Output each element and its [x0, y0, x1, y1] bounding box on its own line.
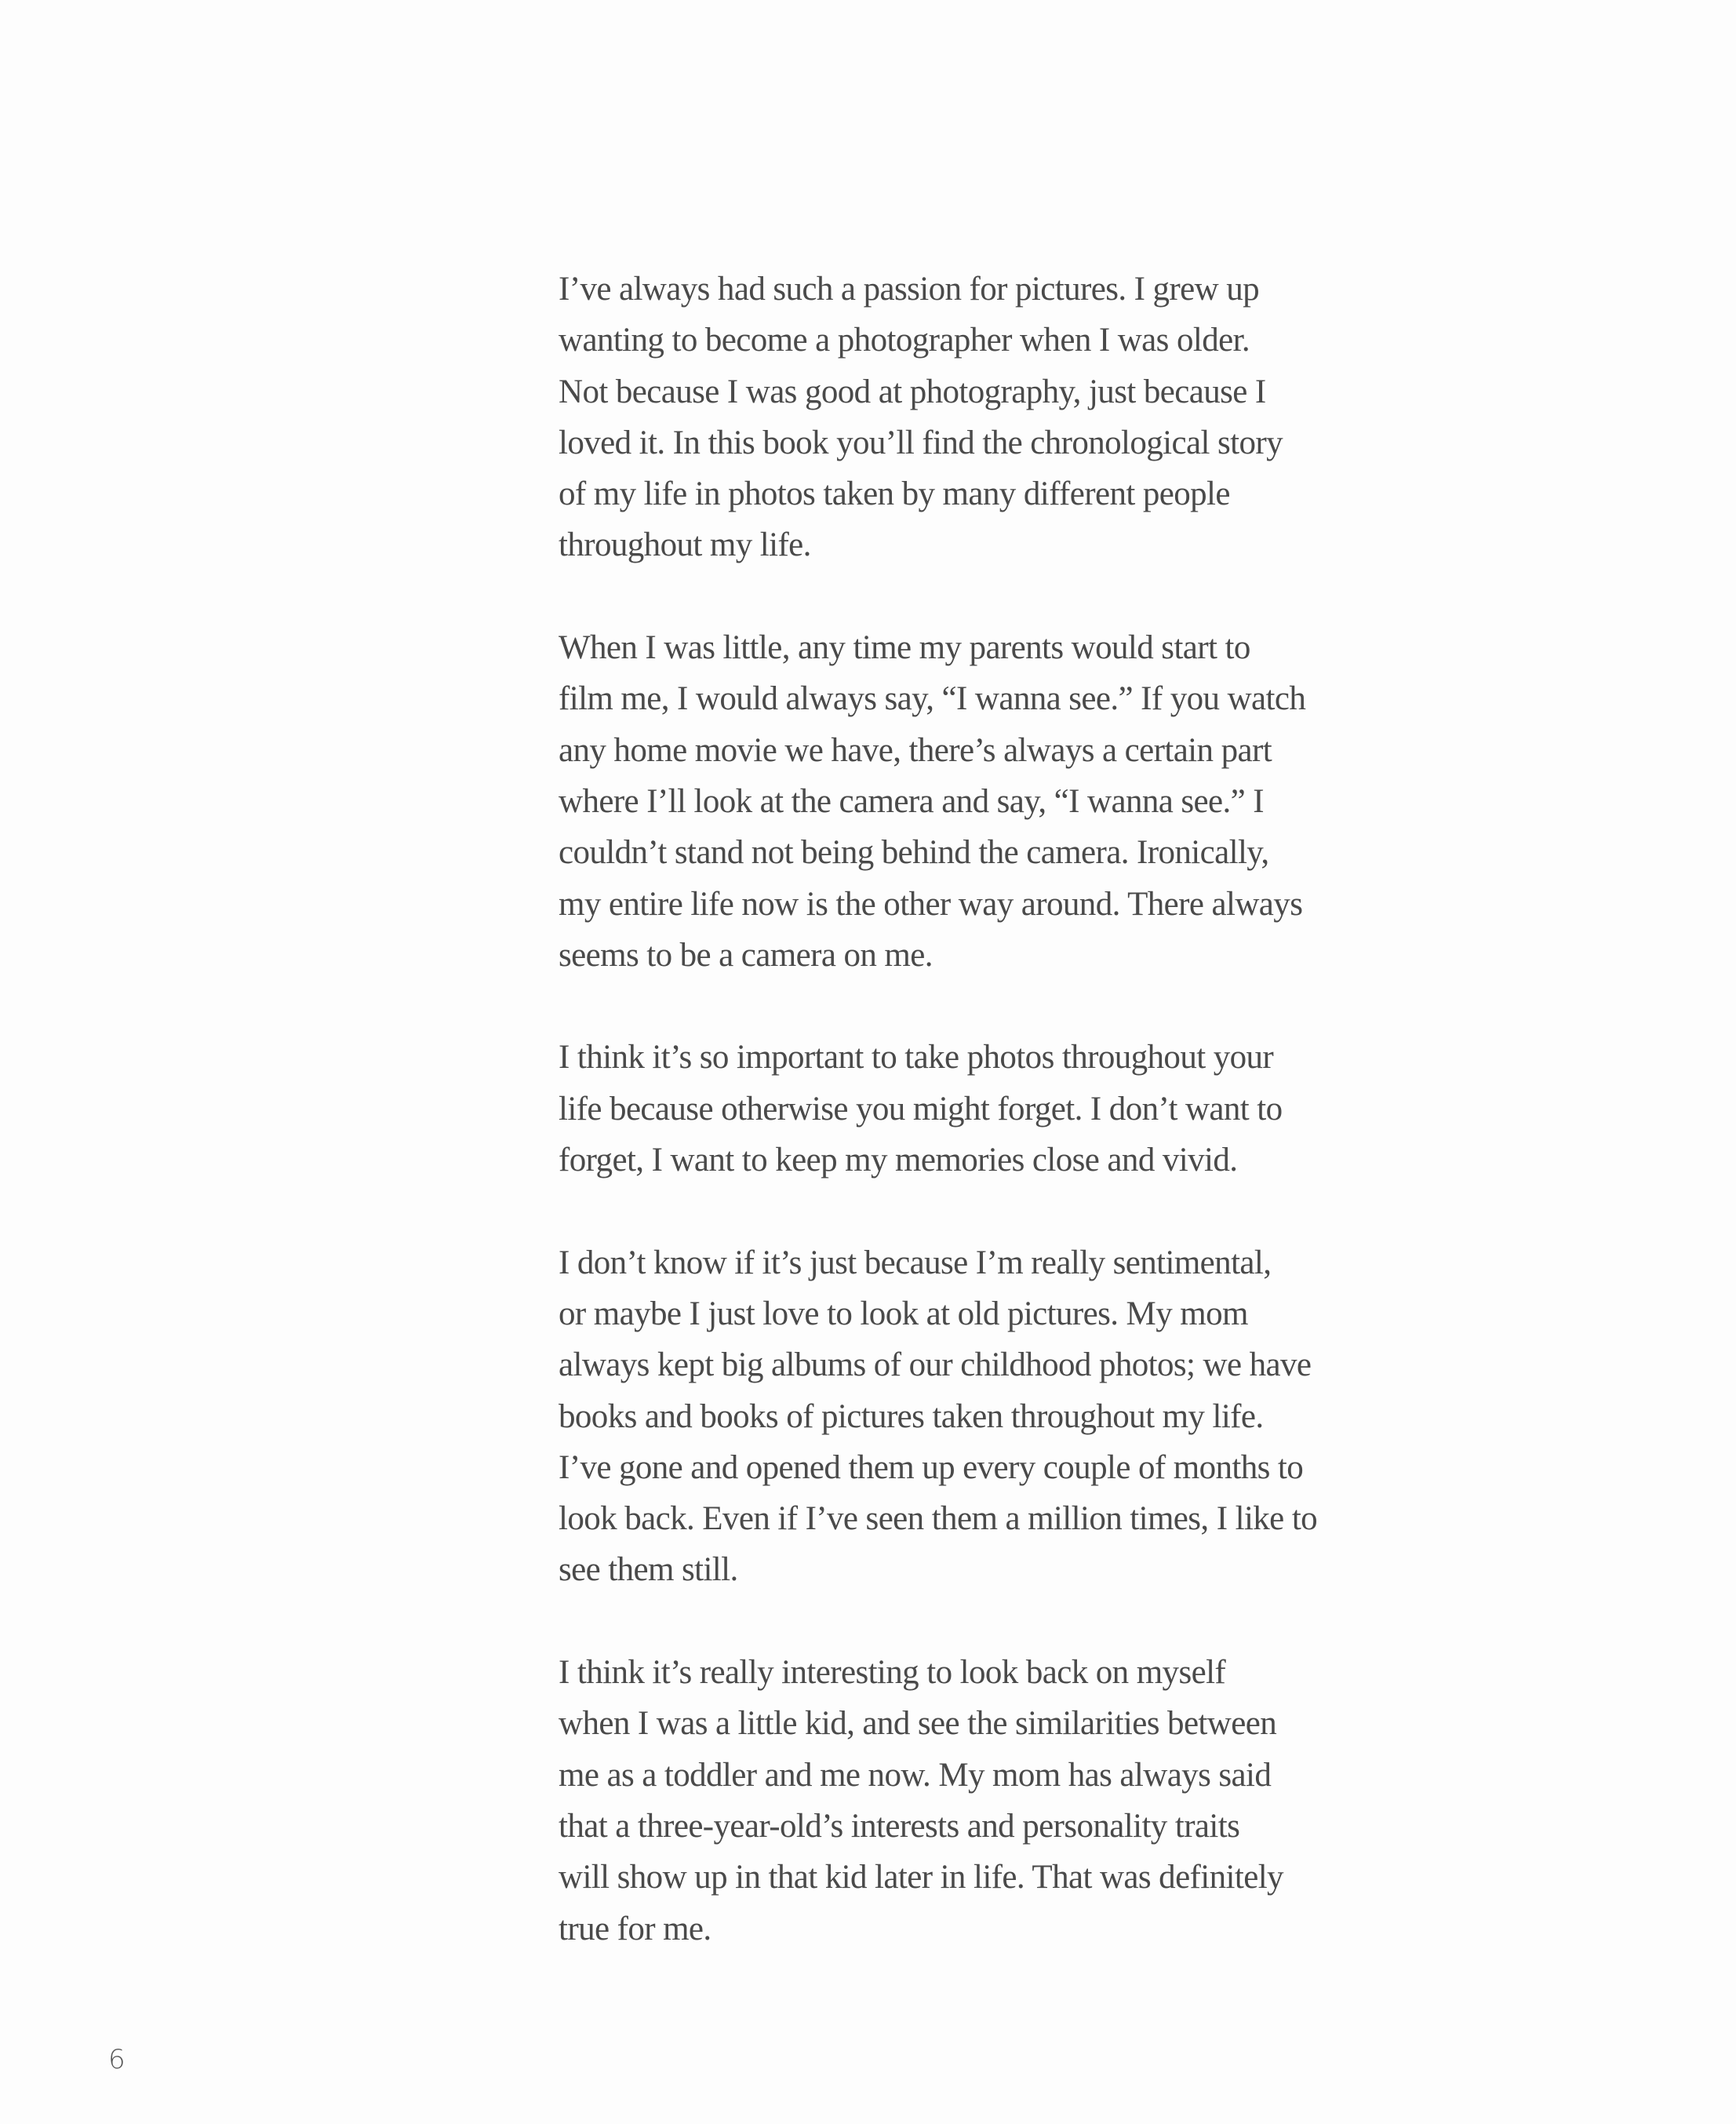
text-line: books and books of pictures taken throughout my life. [559, 1397, 1264, 1435]
paragraph [559, 1032, 1453, 1186]
page-number: 6 [108, 2044, 126, 2075]
text-line: life because otherwise you might forget. I don’t want to [559, 1090, 1283, 1128]
paragraph [559, 1237, 1453, 1596]
text-line: where I’ll look at the camera and say, “I wanna see.” I [559, 782, 1264, 820]
text-line: film me, I would always say, “I wanna see.” If you watch [559, 680, 1306, 718]
text-line: couldn’t stand not being behind the camera. Ironically, [559, 834, 1269, 872]
text-line: of my life in photos taken by many different people [559, 475, 1230, 513]
text-line: look back. Even if I’ve seen them a million times, I like to [559, 1500, 1318, 1538]
paragraph [559, 1647, 1453, 1955]
text-line: forget, I want to keep my memories close and vivid. [559, 1142, 1238, 1179]
text-line: When I was little, any time my parents would start to [559, 629, 1250, 667]
text-line: I’ve always had such a passion for pictures. I grew up [559, 271, 1260, 308]
text-line: I’ve gone and opened them up every couple of months to [559, 1448, 1304, 1486]
text-line: true for me. [559, 1910, 712, 1947]
text-line: when I was a little kid, and see the similarities between [559, 1705, 1277, 1743]
text-line: my entire life now is the other way around. There always [559, 885, 1303, 923]
text-line: that a three-year-old’s interests and personality traits [559, 1807, 1240, 1845]
text-line: or maybe I just love to look at old pictures. My mom [559, 1295, 1248, 1332]
text-line: I think it’s really interesting to look back on myself [559, 1654, 1226, 1692]
text-line: wanting to become a photographer when I was older. [559, 322, 1250, 359]
text-line: seems to be a camera on me. [559, 936, 933, 974]
text-line: any home movie we have, there’s always a certain part [559, 731, 1272, 769]
text-line: always kept big albums of our childhood photos; we have [559, 1346, 1312, 1384]
body-text [559, 264, 1453, 2006]
text-line: loved it. In this book you’ll find the chronological story [559, 424, 1283, 461]
text-line: I think it’s so important to take photos throughout your [559, 1039, 1274, 1077]
text-line: throughout my life. [559, 526, 811, 564]
text-line: will show up in that kid later in life. That was definitely [559, 1859, 1283, 1896]
text-line: see them still. [559, 1551, 738, 1589]
text-line: Not because I was good at photography, just because I [559, 373, 1266, 410]
paragraph [559, 622, 1453, 981]
text-line: me as a toddler and me now. My mom has always said [559, 1756, 1272, 1794]
text-line: I don’t know if it’s just because I’m really sentimental, [559, 1244, 1272, 1281]
paragraph [559, 264, 1453, 571]
